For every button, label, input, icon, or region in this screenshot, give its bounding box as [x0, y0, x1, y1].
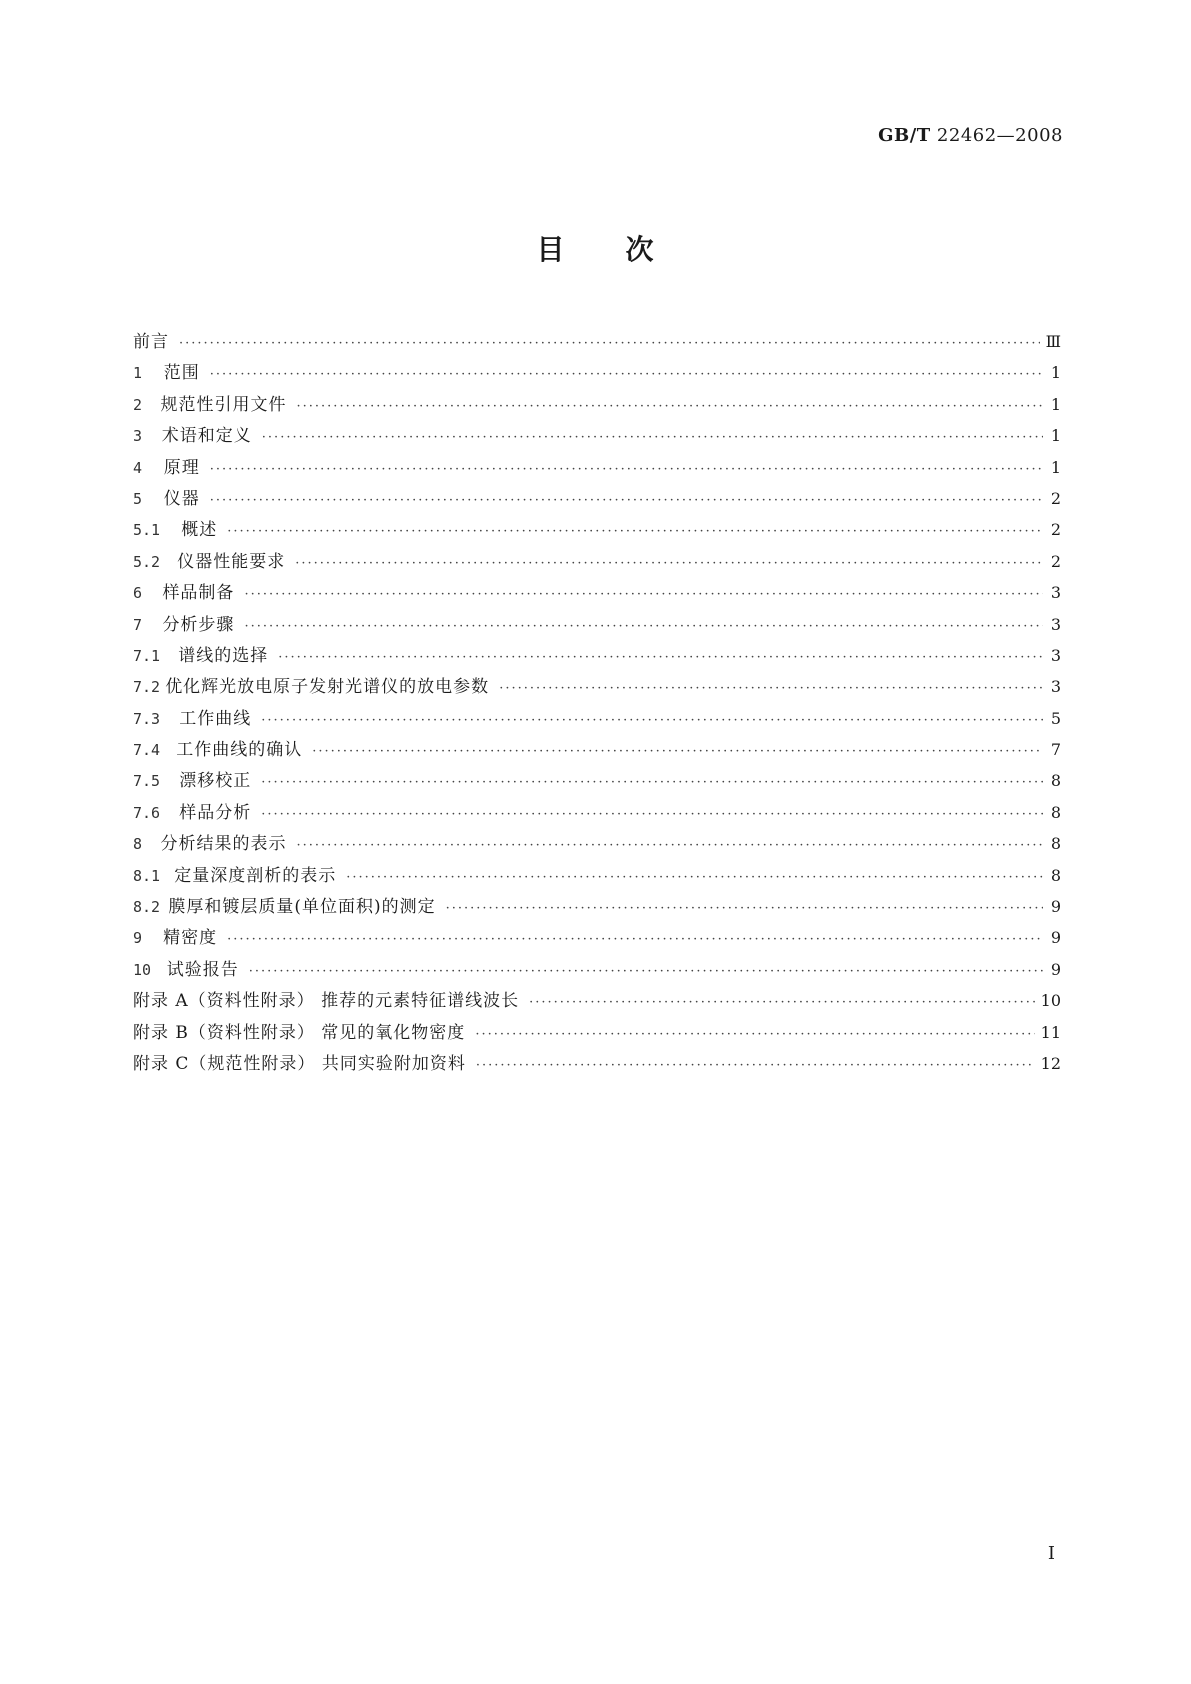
- toc-entry[interactable]: [133, 797, 1061, 828]
- table-of-contents: [133, 326, 1061, 1079]
- toc-section-number: 7: [133, 615, 143, 634]
- toc-dot-leader: [295, 548, 1043, 579]
- toc-section-number: 8: [133, 835, 143, 854]
- toc-page-number: 9: [1050, 959, 1061, 979]
- toc-entry-title: 仪器: [163, 488, 200, 509]
- toc-section-number: 9: [133, 929, 143, 948]
- standard-prefix: GB/T: [878, 125, 931, 146]
- toc-entry-title: 仪器性能要求: [177, 551, 286, 572]
- toc-page-number: 1: [1050, 457, 1061, 477]
- toc-page-number: 8: [1050, 865, 1061, 885]
- toc-entry[interactable]: [133, 640, 1061, 671]
- toc-dot-leader: [297, 830, 1043, 861]
- toc-entry-annex[interactable]: [133, 1048, 1061, 1079]
- toc-entry[interactable]: [133, 609, 1061, 640]
- toc-entry-title: 前言: [133, 332, 169, 352]
- toc-page-number: 2: [1050, 488, 1061, 508]
- toc-entry-title: 优化辉光放电原子发射光谱仪的放电参数: [165, 677, 490, 698]
- toc-entry[interactable]: [133, 577, 1061, 608]
- toc-dot-leader: [210, 454, 1043, 485]
- toc-section-number: 2: [133, 395, 143, 414]
- toc-dot-leader: [227, 516, 1043, 547]
- toc-entry[interactable]: [133, 765, 1061, 796]
- title-char-2: 次: [625, 233, 655, 266]
- toc-page-number: 1: [1050, 363, 1061, 383]
- toc-page-number: 3: [1050, 614, 1061, 634]
- toc-entry[interactable]: [133, 954, 1061, 985]
- toc-section-number: 10: [133, 960, 152, 979]
- toc-dot-leader: [249, 956, 1043, 987]
- toc-entry[interactable]: [133, 326, 1061, 357]
- toc-entry-title: 样品分析: [179, 802, 252, 823]
- title-char-1: 目: [536, 233, 566, 266]
- toc-page-number: 9: [1050, 897, 1061, 917]
- toc-dot-leader: [278, 642, 1043, 673]
- toc-entry-title: 工作曲线: [179, 708, 252, 729]
- toc-page-number: 11: [1040, 1022, 1061, 1042]
- toc-section-number: 7.2: [133, 678, 161, 697]
- toc-entry-title: 附录 C（规范性附录） 共同实验附加资料: [133, 1053, 466, 1074]
- toc-section-number: 7.5: [133, 772, 161, 791]
- toc-page-number: 2: [1050, 551, 1061, 571]
- standard-code: 22462—2008: [936, 125, 1063, 146]
- toc-dot-leader: [244, 611, 1043, 642]
- toc-page-number: 10: [1040, 991, 1061, 1011]
- toc-page-number: 3: [1050, 677, 1061, 697]
- toc-entry[interactable]: [133, 357, 1061, 388]
- toc-dot-leader: [262, 422, 1043, 453]
- toc-entry-annex[interactable]: [133, 1017, 1061, 1048]
- toc-entry-title: 分析步骤: [162, 614, 235, 635]
- toc-entry[interactable]: [133, 860, 1061, 891]
- toc-entry[interactable]: [133, 546, 1061, 577]
- toc-dot-leader: [475, 1019, 1034, 1050]
- standard-number: [878, 125, 1063, 146]
- toc-entry[interactable]: [133, 671, 1061, 702]
- toc-page-number: Ⅲ: [1045, 332, 1061, 351]
- toc-dot-leader: [499, 673, 1043, 704]
- toc-entry[interactable]: [133, 420, 1061, 451]
- toc-page-number: 7: [1050, 740, 1061, 760]
- toc-section-number: 5: [133, 489, 143, 508]
- toc-section-number: 7.3: [133, 709, 161, 728]
- toc-page-number: 8: [1050, 771, 1061, 791]
- toc-section-number: 1: [133, 364, 143, 383]
- toc-entry-title: 漂移校正: [179, 771, 252, 792]
- toc-dot-leader: [227, 924, 1043, 955]
- toc-entry[interactable]: [133, 703, 1061, 734]
- toc-entry-title: 分析结果的表示: [160, 834, 287, 855]
- toc-entry-title: 工作曲线的确认: [176, 740, 303, 761]
- toc-section-number: 6: [133, 584, 143, 603]
- toc-entry-title: 规范性引用文件: [160, 394, 287, 415]
- toc-entry-title: 定量深度剖析的表示: [174, 865, 337, 886]
- toc-dot-leader: [179, 328, 1040, 359]
- toc-section-number: 8.1: [133, 866, 161, 885]
- toc-dot-leader: [210, 485, 1043, 516]
- toc-entry-title: 概述: [181, 520, 218, 541]
- toc-entry-title: 附录 A（资料性附录） 推荐的元素特征谱线波长: [133, 991, 520, 1012]
- toc-entry-title: 试验报告: [166, 959, 239, 980]
- toc-entry[interactable]: [133, 828, 1061, 859]
- toc-section-number: 7.1: [133, 646, 161, 665]
- toc-entry[interactable]: [133, 734, 1061, 765]
- toc-section-number: 8.2: [133, 898, 161, 917]
- toc-dot-leader: [261, 705, 1043, 736]
- toc-dot-leader: [529, 987, 1035, 1018]
- toc-dot-leader: [346, 862, 1043, 893]
- toc-section-number: 7.6: [133, 803, 161, 822]
- toc-page-number: 1: [1050, 426, 1061, 446]
- toc-page-number: 3: [1050, 583, 1061, 603]
- toc-dot-leader: [297, 391, 1043, 422]
- toc-page-number: 2: [1050, 520, 1061, 540]
- toc-entry[interactable]: [133, 452, 1061, 483]
- toc-section-number: 4: [133, 458, 143, 477]
- toc-dot-leader: [210, 359, 1043, 390]
- toc-section-number: 7.4: [133, 741, 161, 760]
- toc-dot-leader: [446, 893, 1043, 924]
- toc-page-number: 12: [1040, 1053, 1061, 1073]
- toc-page-number: 1: [1050, 394, 1061, 414]
- toc-section-number: 5.1: [133, 521, 161, 540]
- toc-entry-annex[interactable]: [133, 985, 1061, 1016]
- toc-dot-leader: [244, 579, 1043, 610]
- toc-page-number: 8: [1050, 802, 1061, 822]
- toc-page-number: 5: [1050, 708, 1061, 728]
- toc-entry-title: 范围: [163, 363, 200, 384]
- toc-dot-leader: [476, 1050, 1035, 1081]
- toc-dot-leader: [312, 736, 1043, 767]
- toc-section-number: 5.2: [133, 552, 161, 571]
- toc-page-number: 9: [1050, 928, 1061, 948]
- toc-entry-title: 术语和定义: [161, 426, 252, 447]
- toc-section-number: 3: [133, 427, 143, 446]
- toc-entry[interactable]: [133, 891, 1061, 922]
- toc-entry[interactable]: [133, 514, 1061, 545]
- page-title: [0, 228, 1191, 268]
- toc-page-number: 3: [1050, 645, 1061, 665]
- toc-entry-title: 原理: [163, 457, 200, 478]
- toc-entry[interactable]: [133, 389, 1061, 420]
- toc-entry-title: 附录 B（资料性附录） 常见的氧化物密度: [133, 1022, 466, 1043]
- toc-entry[interactable]: [133, 483, 1061, 514]
- toc-page-number: 8: [1050, 834, 1061, 854]
- toc-entry-title: 精密度: [163, 928, 218, 949]
- page-number: I: [1047, 1543, 1055, 1564]
- toc-entry[interactable]: [133, 922, 1061, 953]
- toc-entry-title: 谱线的选择: [178, 645, 269, 666]
- toc-dot-leader: [261, 799, 1043, 830]
- toc-entry-title: 样品制备: [162, 583, 235, 604]
- toc-entry-title: 膜厚和镀层质量(单位面积)的测定: [168, 897, 436, 918]
- toc-dot-leader: [261, 767, 1043, 798]
